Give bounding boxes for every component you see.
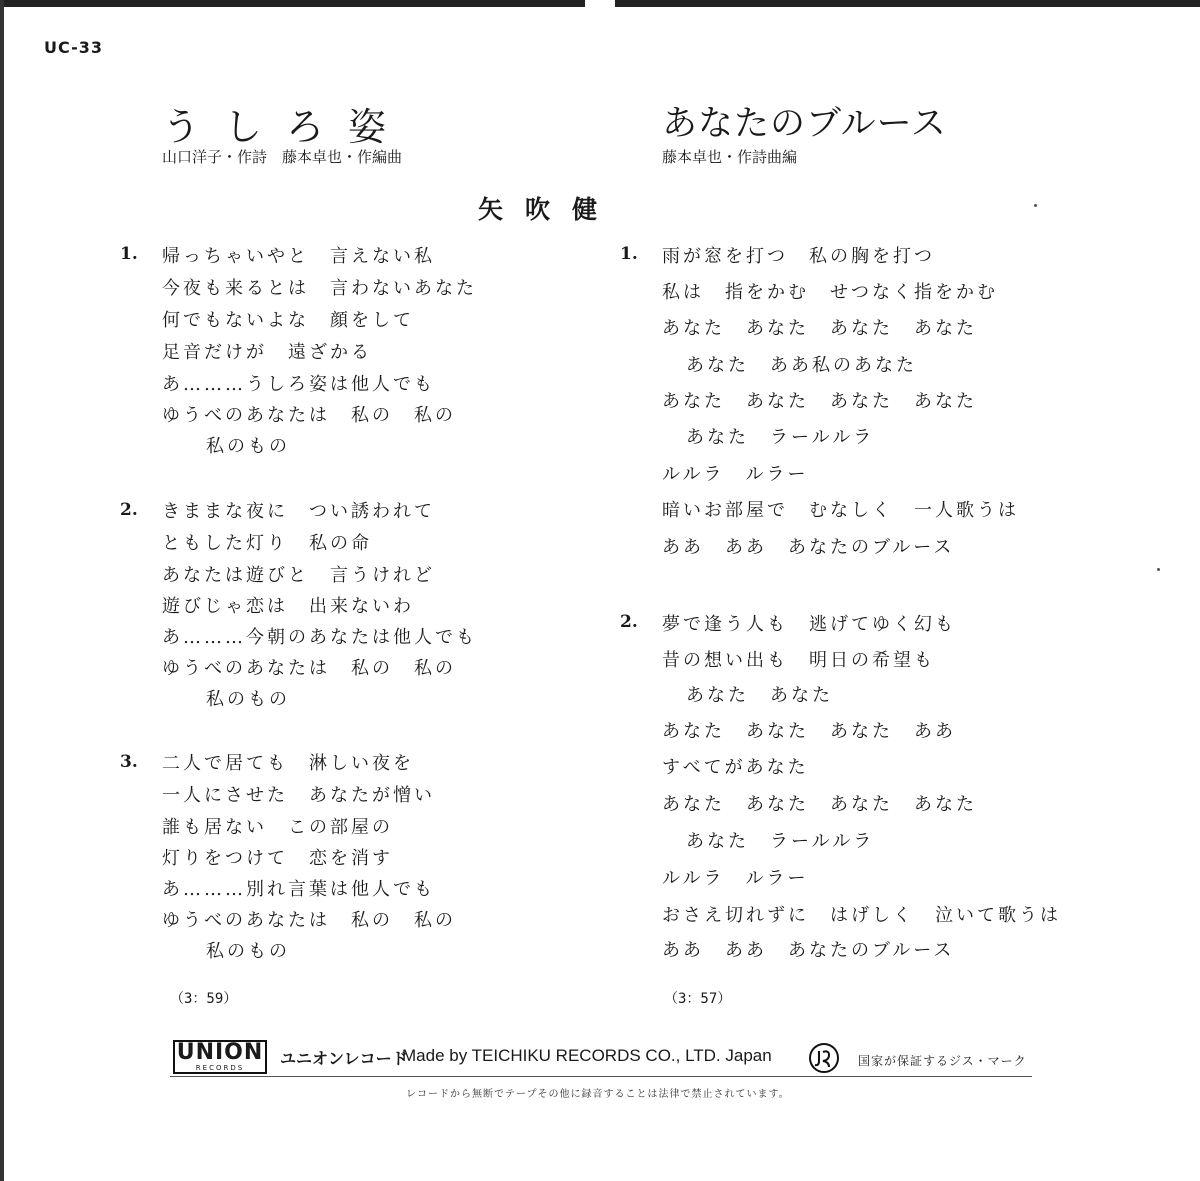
lyric-line: あなた あなた xyxy=(686,685,833,706)
verse-number: 2. xyxy=(620,612,638,632)
lyric-line: 二人で居ても 淋しい夜を xyxy=(162,753,414,774)
lyric-line: あ………うしろ姿は他人でも xyxy=(162,374,435,395)
verse-number: 2. xyxy=(120,500,138,520)
logo-subtext: RECORDS xyxy=(195,1064,245,1072)
lyric-line: 雨が窓を打つ 私の胸を打つ xyxy=(662,246,935,267)
lyric-line: あ………今朝のあなたは他人でも xyxy=(162,627,477,648)
verse-number: 1. xyxy=(120,244,138,264)
brand-name-japanese: ユニオンレコード xyxy=(280,1049,408,1068)
lyric-line: おさえ切れずに はげしく 泣いて歌うは xyxy=(662,905,1061,926)
jis-mark-label: 国家が保証するジス・マーク xyxy=(858,1054,1027,1068)
lyric-line: 何でもないよな 顔をして xyxy=(162,310,414,331)
lyric-line: 今夜も来るとは 言わないあなた xyxy=(162,278,477,299)
lyric-line: 夢で逢う人も 逃げてゆく幻も xyxy=(662,614,956,635)
lyric-line: 私のもの xyxy=(206,941,290,962)
lyric-line: あなた ああ私のあなた xyxy=(686,355,917,376)
song-credit-right: 藤本卓也・作詩曲編 xyxy=(662,148,798,166)
lyric-line: 私は 指をかむ せつなく指をかむ xyxy=(662,282,998,303)
lyric-line: すべてがあなた xyxy=(662,757,809,778)
lyric-line: 誰も居ない この部屋の xyxy=(162,817,393,838)
copyright-notice: レコードから無断でテープその他に録音することは法律で禁止されています。 xyxy=(406,1089,790,1100)
lyric-line: 足音だけが 遠ざかる xyxy=(162,342,372,363)
lyric-line: ゆうべのあなたは 私の 私の xyxy=(162,405,456,426)
song-title-right: あなたのブルース xyxy=(662,104,947,144)
duration-right: （3：57） xyxy=(664,991,732,1007)
lyric-line: あなた あなた あなた あなた xyxy=(662,318,977,339)
catalog-number: UC-33 xyxy=(44,38,104,57)
left-edge-band xyxy=(0,0,4,1181)
jis-mark-icon xyxy=(808,1042,840,1074)
lyric-line: あなた ラールルラ xyxy=(686,427,875,448)
lyric-line: あなた ラールルラ xyxy=(686,831,875,852)
lyric-line: ルルラ ルラー xyxy=(662,868,809,889)
lyric-line: 昔の想い出も 明日の希望も xyxy=(662,650,935,671)
lyric-line: ゆうべのあなたは 私の 私の xyxy=(162,910,456,931)
footer-divider xyxy=(170,1076,1032,1077)
speck-mark xyxy=(1157,568,1160,571)
speck-mark xyxy=(1034,204,1037,207)
duration-left: （3：59） xyxy=(170,991,238,1007)
artist-name: 矢吹健 xyxy=(478,195,620,224)
lyric-line: 遊びじゃ恋は 出来ないわ xyxy=(162,596,414,617)
lyric-line: 帰っちゃいやと 言えない私 xyxy=(162,246,435,267)
song-credit-left: 山口洋子・作詩 藤本卓也・作編曲 xyxy=(162,148,403,166)
song-title-left: うしろ姿 xyxy=(162,105,411,149)
logo-wordmark: UNION xyxy=(176,1040,264,1065)
lyric-line: 私のもの xyxy=(206,689,290,710)
lyric-line: ああ ああ あなたのブルース xyxy=(662,537,955,558)
lyric-line: ああ ああ あなたのブルース xyxy=(662,940,955,961)
lyric-line: 一人にさせた あなたが憎い xyxy=(162,785,435,806)
verse-number: 3. xyxy=(120,752,138,772)
lyric-line: きままな夜に つい誘われて xyxy=(162,501,435,522)
lyric-line: あなた あなた あなた ああ xyxy=(662,721,956,742)
lyric-line: 暗いお部屋で むなしく 一人歌うは xyxy=(662,500,1019,521)
lyric-line: あなたは遊びと 言うけれど xyxy=(162,565,435,586)
verse-number: 1. xyxy=(620,244,638,264)
lyric-line: ゆうべのあなたは 私の 私の xyxy=(162,658,456,679)
union-records-logo xyxy=(173,1040,267,1074)
lyric-line: あなた あなた あなた あなた xyxy=(662,391,977,412)
lyric-line: ともした灯り 私の命 xyxy=(162,533,372,554)
manufacturer-text: Made by TEICHIKU RECORDS CO., LTD. Japan xyxy=(402,1046,772,1065)
lyric-line: あなた あなた あなた あなた xyxy=(662,794,977,815)
top-edge-notch xyxy=(585,0,615,7)
lyric-line: あ………別れ言葉は他人でも xyxy=(162,879,435,900)
lyric-line: 灯りをつけて 恋を消す xyxy=(162,848,393,869)
lyric-line: ルルラ ルラー xyxy=(662,464,809,485)
lyric-line: 私のもの xyxy=(206,436,290,457)
